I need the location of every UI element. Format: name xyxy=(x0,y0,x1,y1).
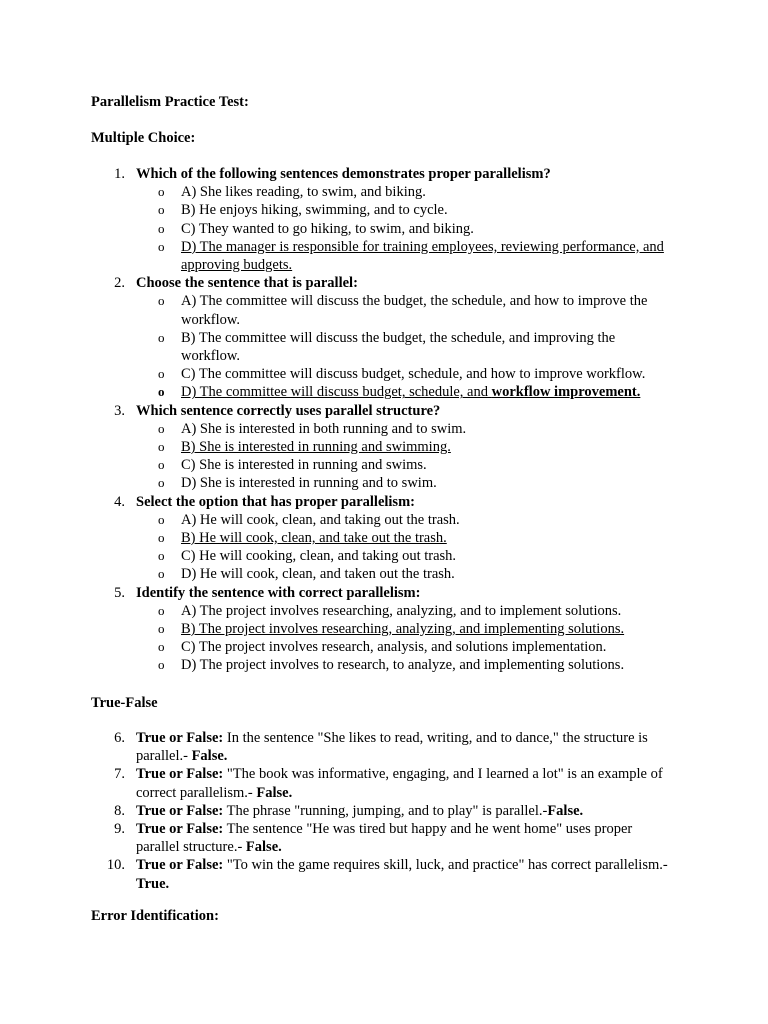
option-text: D) The manager is responsible for training employees, reviewing performance, and approving budgets. xyxy=(181,238,664,274)
bullet-icon: o xyxy=(158,366,165,382)
option-list xyxy=(136,420,670,493)
option-d xyxy=(136,656,670,674)
option-text-bold: workflow improvement. xyxy=(491,384,641,401)
option-d xyxy=(136,474,670,492)
option-text: A) The project involves researching, analyzing, and to implement solutions. xyxy=(181,602,622,619)
option-text: C) They wanted to go hiking, to swim, and biking. xyxy=(181,220,474,237)
question-2 xyxy=(0,274,670,401)
question-5 xyxy=(0,584,670,675)
tf-statement: In the sentence "She likes to read, writing, and to dance," the structure is parallel. xyxy=(136,730,648,765)
tf-label: True or False: xyxy=(136,766,224,783)
option-d-correct xyxy=(136,383,670,401)
option-list xyxy=(136,602,670,675)
tf-answer: False. xyxy=(256,784,293,801)
option-text: C) The project involves research, analysis, and solutions implementation. xyxy=(181,639,607,656)
option-text: D) The project involves to research, to analyze, and implementing solutions. xyxy=(181,657,625,674)
option-c xyxy=(136,365,670,383)
option-text: C) The committee will discuss budget, schedule, and how to improve workflow. xyxy=(181,366,646,383)
option-text-plain: D) The committee will discuss budget, schedule, and xyxy=(181,384,492,401)
tf-label: True or False: xyxy=(136,857,224,874)
bullet-icon: o xyxy=(158,220,165,236)
item-number: 6. xyxy=(114,730,125,746)
option-text: A) She likes reading, to swim, and biking. xyxy=(181,184,426,201)
question-text: Select the option that has proper parallelism: xyxy=(136,493,415,510)
item-number: 7. xyxy=(114,766,125,783)
option-text: C) He will cooking, clean, and taking out trash. xyxy=(181,548,457,565)
option-text: A) She is interested in both running and to swim. xyxy=(181,420,467,437)
option-text: D) He will cook, clean, and taken out the trash. xyxy=(181,566,455,583)
option-text: B) She is interested in running and swimming. xyxy=(181,439,451,456)
question-3 xyxy=(0,402,670,493)
question-text: Choose the sentence that is parallel: xyxy=(136,275,358,292)
question-number: 3. xyxy=(114,402,125,419)
item-number: 8. xyxy=(114,802,125,819)
option-a xyxy=(136,183,670,201)
tf-dash: - xyxy=(237,839,246,856)
option-c xyxy=(136,547,670,565)
item-number: 10. xyxy=(106,857,125,874)
bullet-icon: o xyxy=(158,384,165,400)
tf-answer: False. xyxy=(547,802,584,819)
bullet-icon: o xyxy=(158,657,165,673)
option-b-correct xyxy=(136,620,670,638)
bullet-icon: o xyxy=(158,639,165,655)
true-false-heading: True-False xyxy=(91,695,158,711)
tf-answer: True. xyxy=(136,875,170,892)
option-c xyxy=(136,638,670,656)
bullet-icon: o xyxy=(158,602,165,618)
error-identification-heading: Error Identification: xyxy=(91,908,219,924)
bullet-icon: o xyxy=(158,475,165,491)
option-text: C) She is interested in running and swims. xyxy=(181,457,427,474)
tf-statement: The sentence "He was tired but happy and he went home" uses proper parallel structure. xyxy=(136,821,633,856)
option-d-correct xyxy=(136,238,670,274)
option-text: A) He will cook, clean, and taking out the trash. xyxy=(181,511,460,528)
option-b xyxy=(136,201,670,219)
tf-item-9 xyxy=(0,820,670,856)
question-number: 2. xyxy=(114,275,125,292)
option-b-correct xyxy=(136,438,670,456)
tf-label: True or False: xyxy=(136,802,224,819)
tf-item-6 xyxy=(0,729,670,765)
option-d xyxy=(136,565,670,583)
tf-label: True or False: xyxy=(136,821,224,838)
option-a xyxy=(136,420,670,438)
option-text xyxy=(181,384,640,400)
option-b-correct xyxy=(136,529,670,547)
multiple-choice-heading: Multiple Choice: xyxy=(91,130,196,146)
question-number: 1. xyxy=(114,166,125,182)
option-a xyxy=(136,511,670,529)
multiple-choice-list xyxy=(0,165,768,675)
bullet-icon: o xyxy=(158,621,165,637)
question-4 xyxy=(0,493,670,584)
tf-item-7 xyxy=(0,765,670,801)
tf-item-8 xyxy=(0,802,670,820)
option-a xyxy=(136,602,670,620)
bullet-icon: o xyxy=(158,457,165,473)
option-text: D) She is interested in running and to swim. xyxy=(181,475,437,492)
option-list xyxy=(136,183,670,274)
item-number: 9. xyxy=(114,821,125,838)
question-text: Which sentence correctly uses parallel structure? xyxy=(136,402,441,419)
tf-dash: - xyxy=(183,748,192,765)
question-number: 4. xyxy=(114,493,125,510)
question-text: Which of the following sentences demonstrates proper parallelism? xyxy=(136,166,551,182)
bullet-icon: o xyxy=(158,184,165,200)
tf-statement: The phrase "running, jumping, and to play" is parallel. xyxy=(223,802,543,819)
option-c xyxy=(136,456,670,474)
bullet-icon: o xyxy=(158,439,165,455)
page-title: Parallelism Practice Test: xyxy=(91,94,249,110)
tf-dash: - xyxy=(247,784,257,801)
option-text: A) The committee will discuss the budget, the schedule, and how to improve the workflow. xyxy=(181,293,648,328)
bullet-icon: o xyxy=(158,420,165,436)
question-number: 5. xyxy=(114,584,125,601)
option-list xyxy=(136,511,670,584)
bullet-icon: o xyxy=(158,530,165,546)
option-text: B) He enjoys hiking, swimming, and to cycle. xyxy=(181,202,448,219)
option-text: B) He will cook, clean, and take out the trash. xyxy=(181,530,447,547)
option-c xyxy=(136,220,670,238)
option-a xyxy=(136,292,670,328)
tf-item-10 xyxy=(0,856,670,892)
option-b xyxy=(136,329,670,365)
tf-dash: - xyxy=(662,857,668,874)
option-text: B) The project involves researching, analyzing, and implementing solutions. xyxy=(181,621,625,638)
bullet-icon: o xyxy=(158,566,165,582)
option-text: B) The committee will discuss the budget, the schedule, and improving the workflow. xyxy=(181,329,616,365)
bullet-icon: o xyxy=(158,548,165,564)
bullet-icon: o xyxy=(158,293,165,309)
tf-statement: "To win the game requires skill, luck, and practice" has correct parallelism. xyxy=(223,857,663,874)
tf-answer: False. xyxy=(191,748,228,765)
option-list xyxy=(136,292,670,401)
tf-dash: - xyxy=(542,802,548,819)
question-1 xyxy=(0,165,670,274)
question-text: Identify the sentence with correct parallelism: xyxy=(136,584,421,601)
tf-answer: False. xyxy=(245,839,282,856)
bullet-icon: o xyxy=(158,238,165,254)
tf-statement: "The book was informative, engaging, and I learned a lot" is an example of correct parallelism. xyxy=(136,766,663,801)
bullet-icon: o xyxy=(158,329,165,345)
bullet-icon: o xyxy=(158,202,165,218)
bullet-icon: o xyxy=(158,511,165,527)
true-false-list xyxy=(0,729,768,893)
tf-label: True or False: xyxy=(136,730,224,746)
